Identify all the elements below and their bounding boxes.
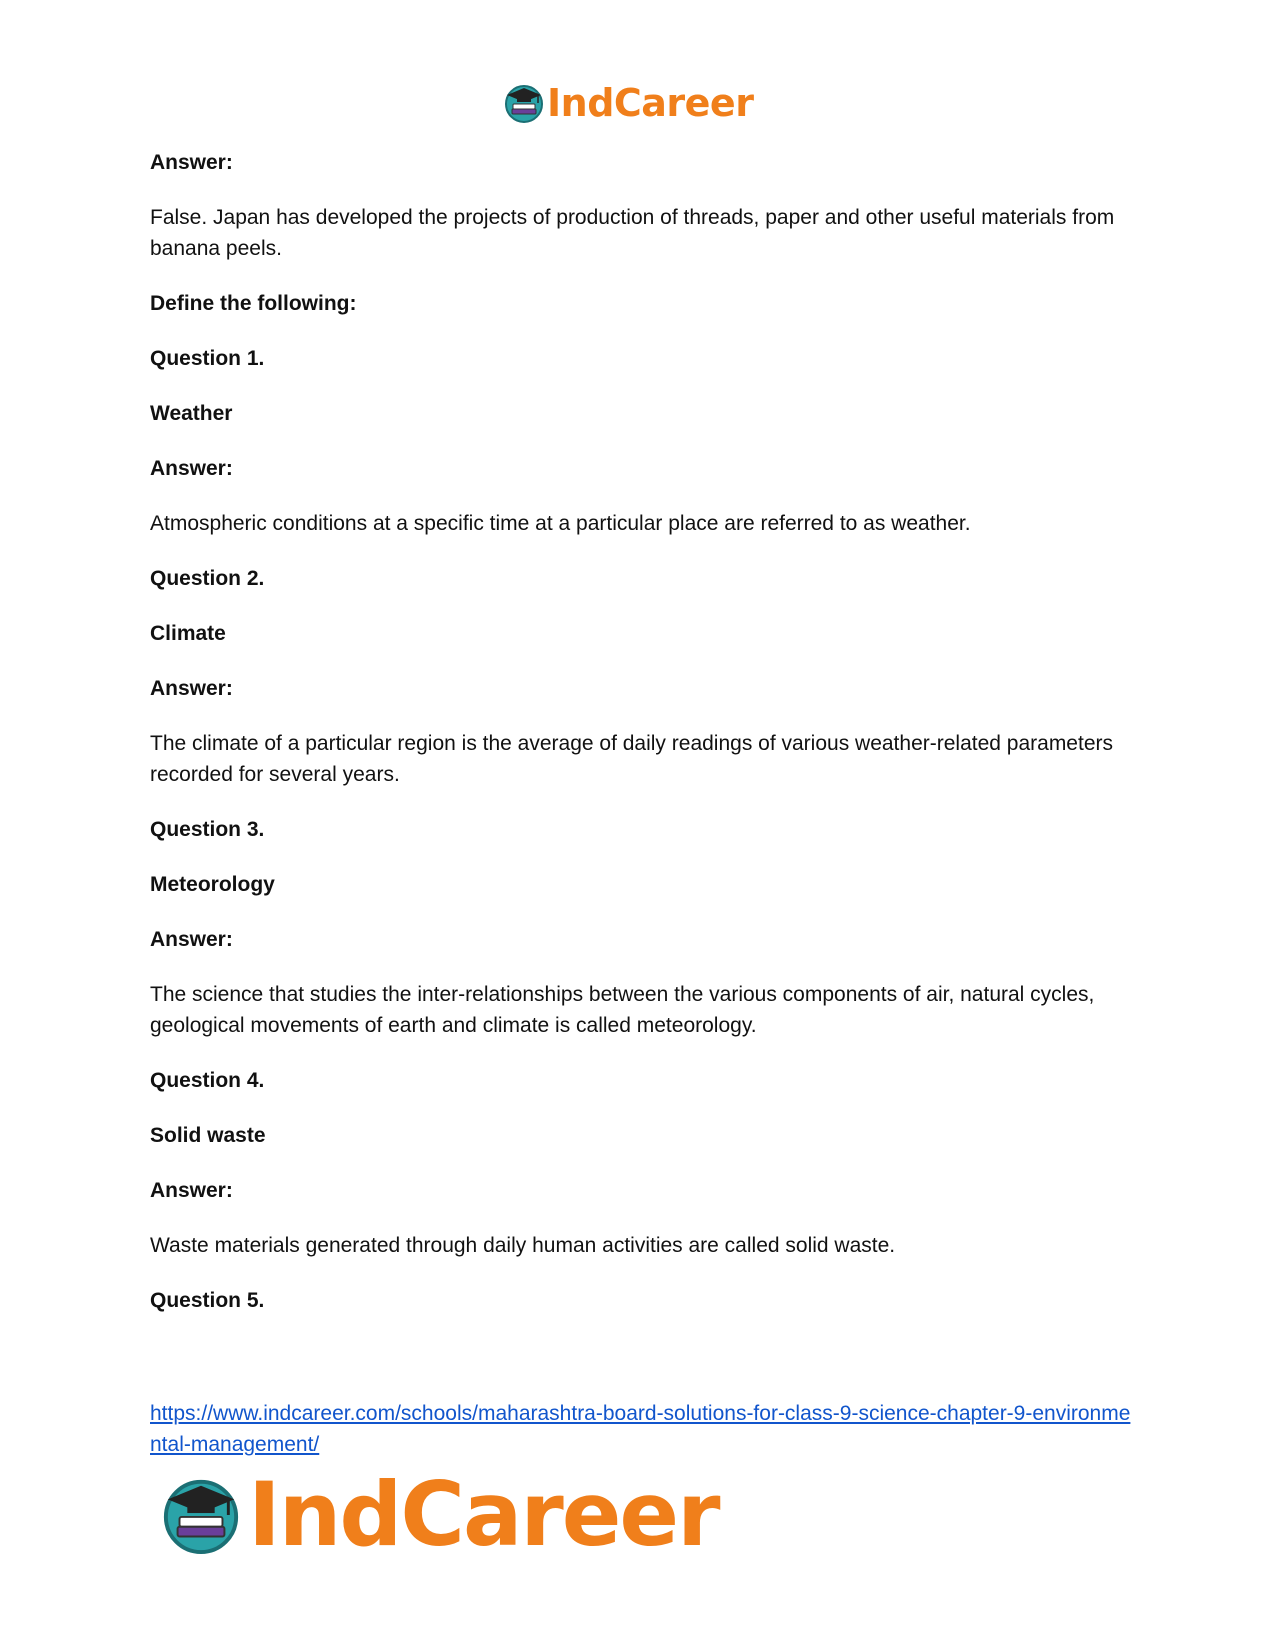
answer-text: The climate of a particular region is the average of daily readings of various weather-related parameters recorded for several years.	[150, 732, 1113, 786]
question-term: Climate	[150, 622, 226, 645]
question-label: Question 5.	[150, 1289, 265, 1312]
question-label: Question 4.	[150, 1069, 265, 1092]
question-term: Solid waste	[150, 1124, 266, 1147]
question-label: Question 2.	[150, 567, 265, 590]
answer-label: Answer:	[150, 928, 233, 951]
question-label: Question 1.	[150, 347, 265, 370]
answer-text: Waste materials generated through daily human activities are called solid waste.	[150, 1234, 896, 1257]
section-heading: Define the following:	[150, 292, 357, 315]
question-term: Weather	[150, 402, 233, 425]
header-logo-text: IndCareer	[547, 81, 754, 125]
answer-text: The science that studies the inter-relationships between the various components of air, natural cycles, geological movements of earth and climate is called meteorology.	[150, 983, 1095, 1037]
header-logo	[503, 80, 753, 126]
question-term: Meteorology	[150, 873, 275, 896]
graduation-cap-books-globe-icon	[160, 1474, 242, 1556]
source-link[interactable]: https://www.indcareer.com/schools/maharashtra-board-solutions-for-class-9-science-chapter-9-environmental-management/	[150, 1402, 1131, 1456]
graduation-cap-books-globe-icon	[503, 82, 545, 124]
footer-logo	[160, 1465, 719, 1565]
footer-logo-text: IndCareer	[248, 1463, 719, 1566]
answer-label: Answer:	[150, 151, 233, 174]
answer-label: Answer:	[150, 1179, 233, 1202]
answer-label: Answer:	[150, 677, 233, 700]
answer-text: Atmospheric conditions at a specific time at a particular place are referred to as weather.	[150, 512, 971, 535]
question-label: Question 3.	[150, 818, 265, 841]
document-body	[150, 147, 1140, 1316]
answer-label: Answer:	[150, 457, 233, 480]
answer-text: False. Japan has developed the projects of production of threads, paper and other useful materials from banana peels.	[150, 206, 1115, 260]
